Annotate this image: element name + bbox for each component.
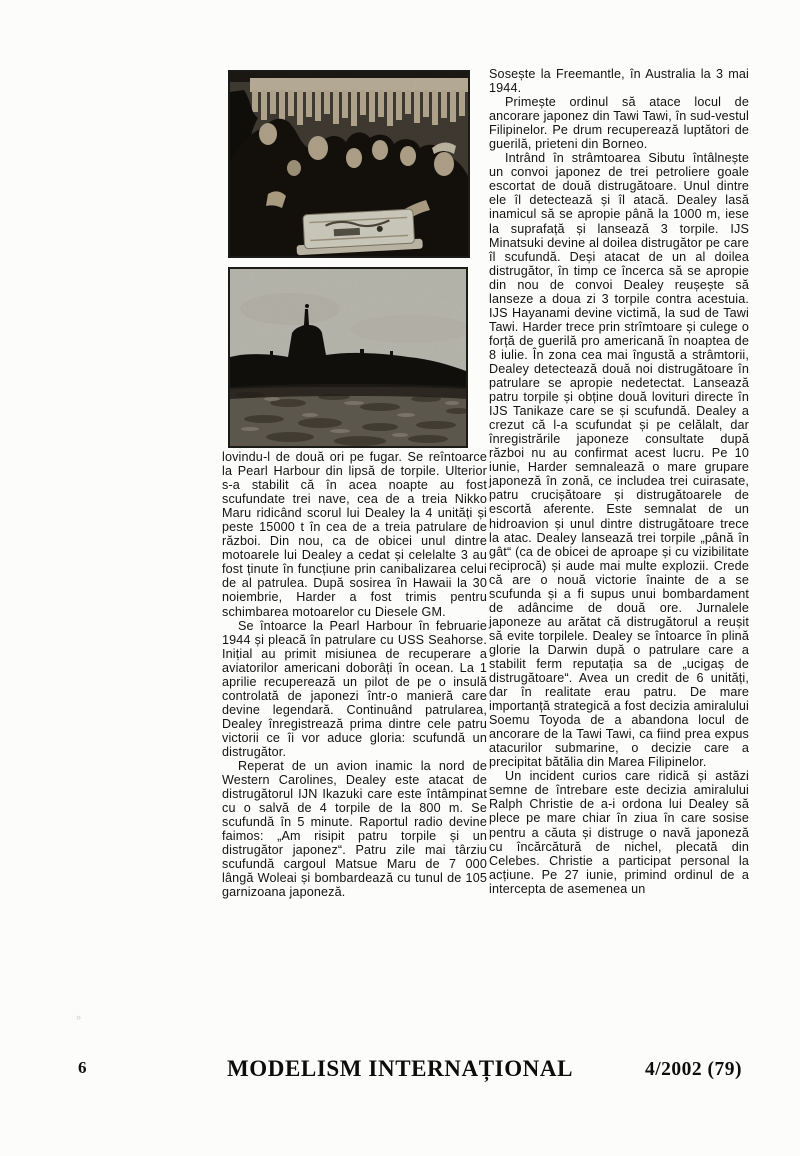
- magazine-title: MODELISM INTERNAȚIONAL: [226, 1056, 574, 1081]
- crew-cake-photo: [228, 70, 470, 258]
- left-text-column: [222, 450, 487, 900]
- submarine-photo: [228, 267, 468, 448]
- paragraph: lovindu-l de două ori pe fugar. Se reîntoarce la Pearl Harbour din lipsă de torpile. Ulterior s-a stabilit că în acea noapte au fost scufundate trei nave, cea de a treia Nikko Maru ridicând scorul lui Dealey la 4 unități și peste 15000 t în cea de a treia patrulare de război. Din nou, ca de obicei unul dintre motoarele lui Dealey a cedat și celelalte 3 au fost ținute în funcțiune prin canibalizarea celui de al patrulea. După sosirea în Hawaii la 30 noiembrie, Harder a fost trimis pentru schimbarea motoarelor cu Diesele GM.: [222, 450, 487, 619]
- paragraph: Primește ordinul să atace locul de ancorare japonez din Tawi Tawi, în sud-vestul Filipinelor. Pe drum recuperează luptători de guerilă, prieteni din Borneo.: [489, 95, 749, 152]
- paragraph: Un incident curios care ridică și astăzi semne de întrebare este decizia amiralului Ralph Christie de a-i ordona lui Dealey să plece pe mare chiar în ziua în care sosise pentru a căuta și distruge o navă japoneză cu încărcătură de nichel, plecată din Celebes. Christie a participat personal la acțiune. Pe 27 iunie, primind ordinul de a intercepta de asemenea un: [489, 769, 749, 896]
- right-text-column: [489, 67, 749, 896]
- paragraph: Reperat de un avion inamic la nord de Western Carolines, Dealey este atacat de distrugătorul IJN Ikazuki care este întâmpinat cu o salvă de 4 torpile de la 800 m. Se scufundă în 5 minute. Raportul radio devine faimos: „Am risipit patru torpile și un distrugător japonez“. Patru zile mai târziu scufundă cargoul Matsue Maru de 7 000 lângă Woleai și bombardează cu tunul de 105 garnizoana japoneză.: [222, 759, 487, 900]
- paragraph: Se întoarce la Pearl Harbour în februarie 1944 și pleacă în patrulare cu USS Seahorse. Inițial au primit misiunea de recuperare a aviatorilor americani doborâți în ocean. La 1 aprilie recuperează un pilot de pe o insulă controlată de japonezi într-o manieră care devine legendară. Continuând patrularea, Dealey înregistrează prima dintre cele patru victorii ce îi vor aduce gloria: scufundă un distrugător.: [222, 618, 487, 759]
- page-number: 6: [78, 1058, 87, 1077]
- crew-cake-photo-art: [230, 72, 468, 256]
- paragraph: Sosește la Freemantle, în Australia la 3 mai 1944.: [489, 67, 749, 96]
- paragraph: Intrând în strâmtoarea Sibutu întâlnește un convoi japonez de trei petroliere goale escortat de două distrugătoare. Unul dintre ele îl detectează și îl atacă. Dealey lasă inamicul să se apropie până la 1000 m, iese la suprafață și lansează 3 torpile. IJS Minatsuki devine al doilea distrugător pe care îl scufundă. Deși atacat de un al doilea distrugător, în timp ce încerca să se apropie din nou de convoi Dealey reușește să lanseze a doua zi 3 torpile contra acestuia. IJS Hayanami devine victimă, la sud de Tawi Tawi. Harder trece prin strîmtoare și culege o forță de guerilă pro americană în noaptea de 8 iulie. În zona cea mai îngustă a strâmtorii, Dealey detectează două noi distrugătoare în patrulare se apropie nedetectat. Lansează patru torpile și obține două lovituri directe în IJS Tanikaze care se și scufundă. Dealey a crezut că l-a scufundat și pe celălalt, dar înregistrările japoneze consultate după război nu au confirmat acest lucru. Pe 10 iunie, Harder semnalează o mare grupare japoneză în zonă, ce includea trei cuirasate, patru crucișătoare și distrugătoarele de escortă aferente. Este semnalat de un hidroavion și unul dintre distrugătoare trece la atac. Dealey lansează trei torpile „până în gât“ (ca de obicei de aproape și cu vizibilitate reciprocă) și aude mai multe explozii. Crede că are o nouă victorie înainte de a se scufunda și a fi supus unui bombardament de adâncime de două ore. Jurnalele japoneze au arătat că distrugătorul a reușit să evite torpilele. Dealey se întoarce în plină glorie la Darwin după o patrulare care a stabilit ferm reputația sa de „ucigaș de distrugătoare“. Avea un credit de 6 unități, dar în realitate erau patru. De mare importanță strategică a fost decizia amiralului Soemu Toyoda de a abandona locul de ancorare de la Tawi Tawi, ca fiind prea expus atacurilor submarine, o decizie care a precipitat bătălia din Marea Filipinelor.: [489, 151, 749, 770]
- issue-number: 4/2002 (79): [644, 1059, 742, 1080]
- submarine-photo-art: [230, 269, 466, 446]
- margin-mark: »: [76, 1012, 82, 1022]
